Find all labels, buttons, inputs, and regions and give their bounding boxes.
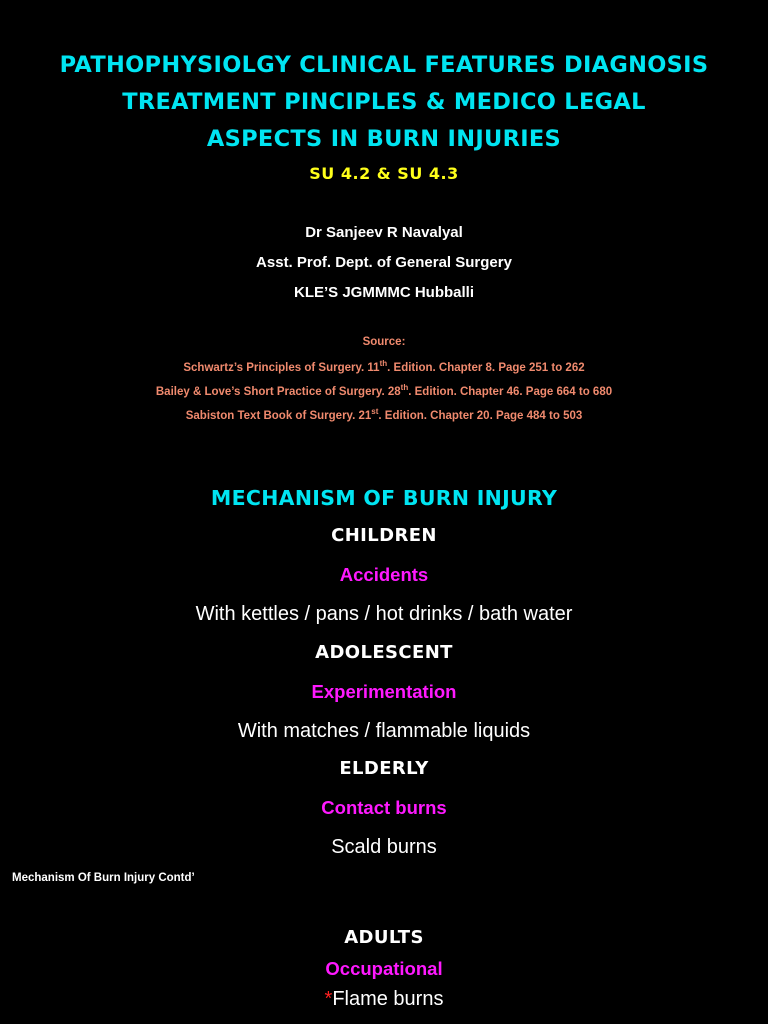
bullet-asterisk: * (324, 988, 333, 1010)
flame-burns-label: Flame burns (332, 988, 444, 1010)
source-ref-2-sup: th (400, 383, 409, 392)
source-ref-1-sup: th (379, 359, 388, 368)
title-line-1: PATHOPHYSIOLGY CLINICAL FEATURES DIAGNOSIS (59, 52, 709, 78)
group-adults: ADULTS (344, 927, 424, 948)
source-ref-2-post: . Edition. Chapter 46. Page 664 to 680 (408, 385, 613, 398)
cause-experimentation: Experimentation (311, 681, 457, 702)
cause-contact-burns: Contact burns (321, 797, 447, 818)
detail-adolescent: With matches / flammable liquids (237, 720, 531, 742)
source-ref-3-sup: st (371, 407, 379, 416)
author-name: Dr Sanjeev R Navalyal (305, 224, 463, 241)
cause-occupational: Occupational (325, 958, 443, 979)
group-adolescent: ADOLESCENT (315, 642, 453, 663)
source-ref-2-pre: Bailey & Love’s Short Practice of Surgery. 28 (155, 385, 401, 398)
source-ref-1 (0, 359, 768, 374)
detail-elderly: Scald burns (331, 836, 437, 858)
mechanism-heading: MECHANISM OF BURN INJURY (210, 486, 558, 510)
detail-children: With kettles / pans / hot drinks / bath water (195, 603, 573, 625)
source-ref-3-pre: Sabiston Text Book of Surgery. 21 (185, 409, 372, 422)
group-children: CHILDREN (331, 525, 437, 546)
author-institution: KLE’S JGMMMC Hubballi (294, 284, 474, 301)
source-ref-1-post: . Edition. Chapter 8. Page 251 to 262 (387, 361, 585, 374)
title-line-3: ASPECTS IN BURN INJURIES (206, 126, 562, 152)
source-ref-3-post: . Edition. Chapter 20. Page 484 to 503 (378, 409, 583, 422)
source-ref-3 (0, 407, 768, 422)
source-label: Source: (362, 336, 406, 348)
source-ref-1-pre: Schwartz’s Principles of Surgery. 11 (183, 361, 380, 374)
competency-codes: SU 4.2 & SU 4.3 (309, 164, 459, 183)
contd-label: Mechanism Of Burn Injury Contd’ (12, 872, 195, 884)
group-elderly: ELDERLY (339, 758, 429, 779)
flame-burns-item (0, 988, 768, 1011)
cause-accidents: Accidents (339, 564, 429, 585)
author-position: Asst. Prof. Dept. of General Surgery (256, 254, 512, 271)
title-line-2: TREATMENT PINCIPLES & MEDICO LEGAL (122, 89, 646, 115)
source-ref-2 (0, 383, 768, 398)
